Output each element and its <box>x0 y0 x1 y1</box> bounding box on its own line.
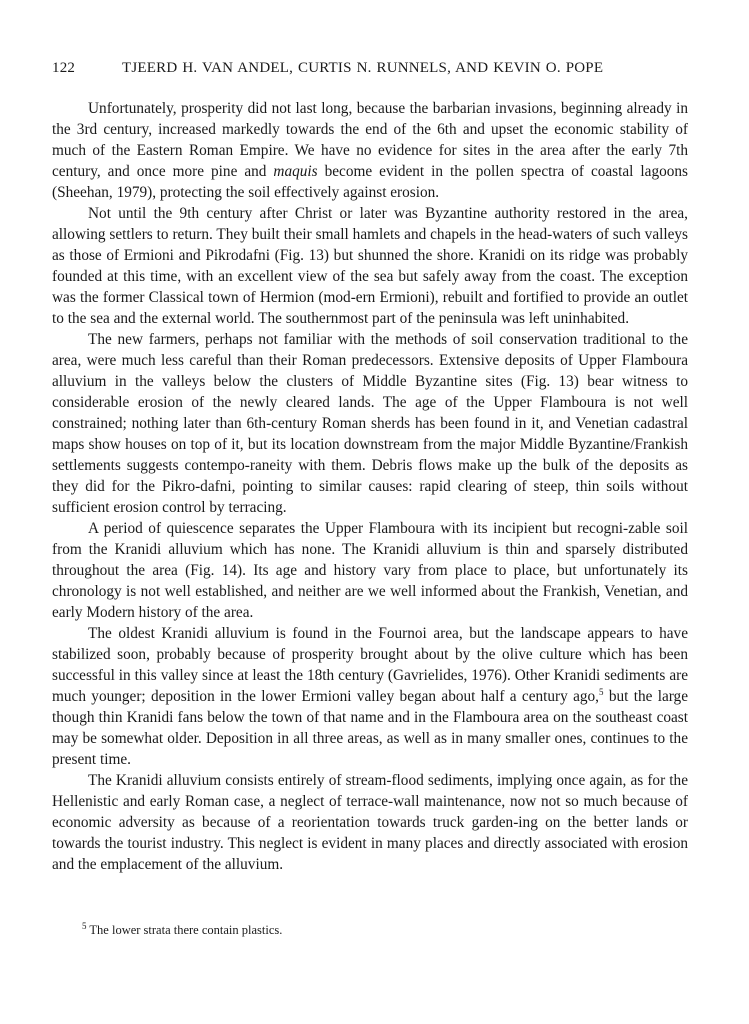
paragraph: Not until the 9th century after Christ or later was Byzantine authority restored in the area, allowing settlers to return. They built their small hamlets and chapels in the head-waters of such valleys as those of Ermioni and Pikrodafni (Fig. 13) but shunned the shore. Kranidi on its ridge was probably founded at this time, with an excellent view of the sea but safely away from the coast. The exception was the former Classical town of Hermion (mod-ern Ermioni), rebuilt and fortified to provide an outlet to the sea and the external world. The southernmost part of the peninsula was left uninhabited. <box>52 205 688 327</box>
paragraph: The oldest Kranidi alluvium is found in the Fournoi area, but the landscape appears to have stabilized soon, probably because of prosperity brought about by the olive culture which has been successful in this valley since at least the 18th century (Gavrielides, 1976). Other Kranidi sediments are much younger; deposition in the lower Ermioni valley began about half a century ago,$^5$ but the large though thin Kranidi fans below the town of that name and in the Flamboura area on the southeast coast may be somewhat older. Deposition in all three areas, as well as in many smaller ones, continues to the present time. <box>52 625 688 768</box>
running-head <box>52 60 688 82</box>
paragraph: A period of quiescence separates the Upper Flamboura with its incipient but recogni-zable soil from the Kranidi alluvium which has none. The Kranidi alluvium is thin and sparsely distributed throughout the area (Fig. 14). Its age and history vary from place to place, but unfortunately its chronology is not well established, and neither are we well informed about the Frankish, Venetian, and early Modern history of the area. <box>52 520 688 621</box>
footnote-text: The lower strata there contain plastics. <box>89 923 283 937</box>
paragraph: The Kranidi alluvium consists entirely of stream-flood sediments, implying once again, as for the Hellenistic and early Roman case, a neglect of terrace-wall maintenance, now not so much because of economic adversity as because of a reorientation towards truck garden-ing on the better lands or towards the tourist industry. This neglect is evident in many places and directly associated with erosion and the emplacement of the alluvium. <box>52 772 688 873</box>
paragraph: Unfortunately, prosperity did not last long, because the barbarian invasions, beginning already in the 3rd century, increased markedly towards the end of the 6th and upset the economic stability of much of the Eastern Roman Empire. We have no evidence for sites in the area after the early 7th century, and once more pine and maquis become evident in the pollen spectra of coastal lagoons (Sheehan, 1979), protecting the soil effectively against erosion. <box>52 100 688 201</box>
body-text <box>52 98 688 875</box>
footnote <box>52 922 688 938</box>
emphasis: maquis <box>273 163 318 180</box>
running-head-authors: TJEERD H. VAN ANDEL, CURTIS N. RUNNELS, AND KEVIN O. POPE <box>122 60 604 76</box>
page-number: 122 <box>52 60 76 76</box>
footnote-reference[interactable]: 5 <box>599 686 604 697</box>
footnote-marker: 5 <box>82 920 87 931</box>
page <box>52 60 688 875</box>
paragraph: The new farmers, perhaps not familiar with the methods of soil conservation traditional to the area, were much less careful than their Roman predecessors. Extensive deposits of Upper Flamboura alluvium in the valleys below the clusters of Middle Byzantine sites (Fig. 13) bear witness to considerable erosion of the newly cleared lands. The age of the Upper Flamboura is not well constrained; nothing later than 6th-century Roman sherds has been found in it, and Venetian cadastral maps show houses on top of it, but its location downstream from the major Middle Byzantine/Frankish settlements suggests contempo-raneity with them. Debris flows make up the bulk of the deposits as they did for the Pikro-dafni, pointing to similar causes: rapid clearing of steep, thin soils without sufficient erosion control by terracing. <box>52 331 688 516</box>
footnotes <box>52 922 688 938</box>
